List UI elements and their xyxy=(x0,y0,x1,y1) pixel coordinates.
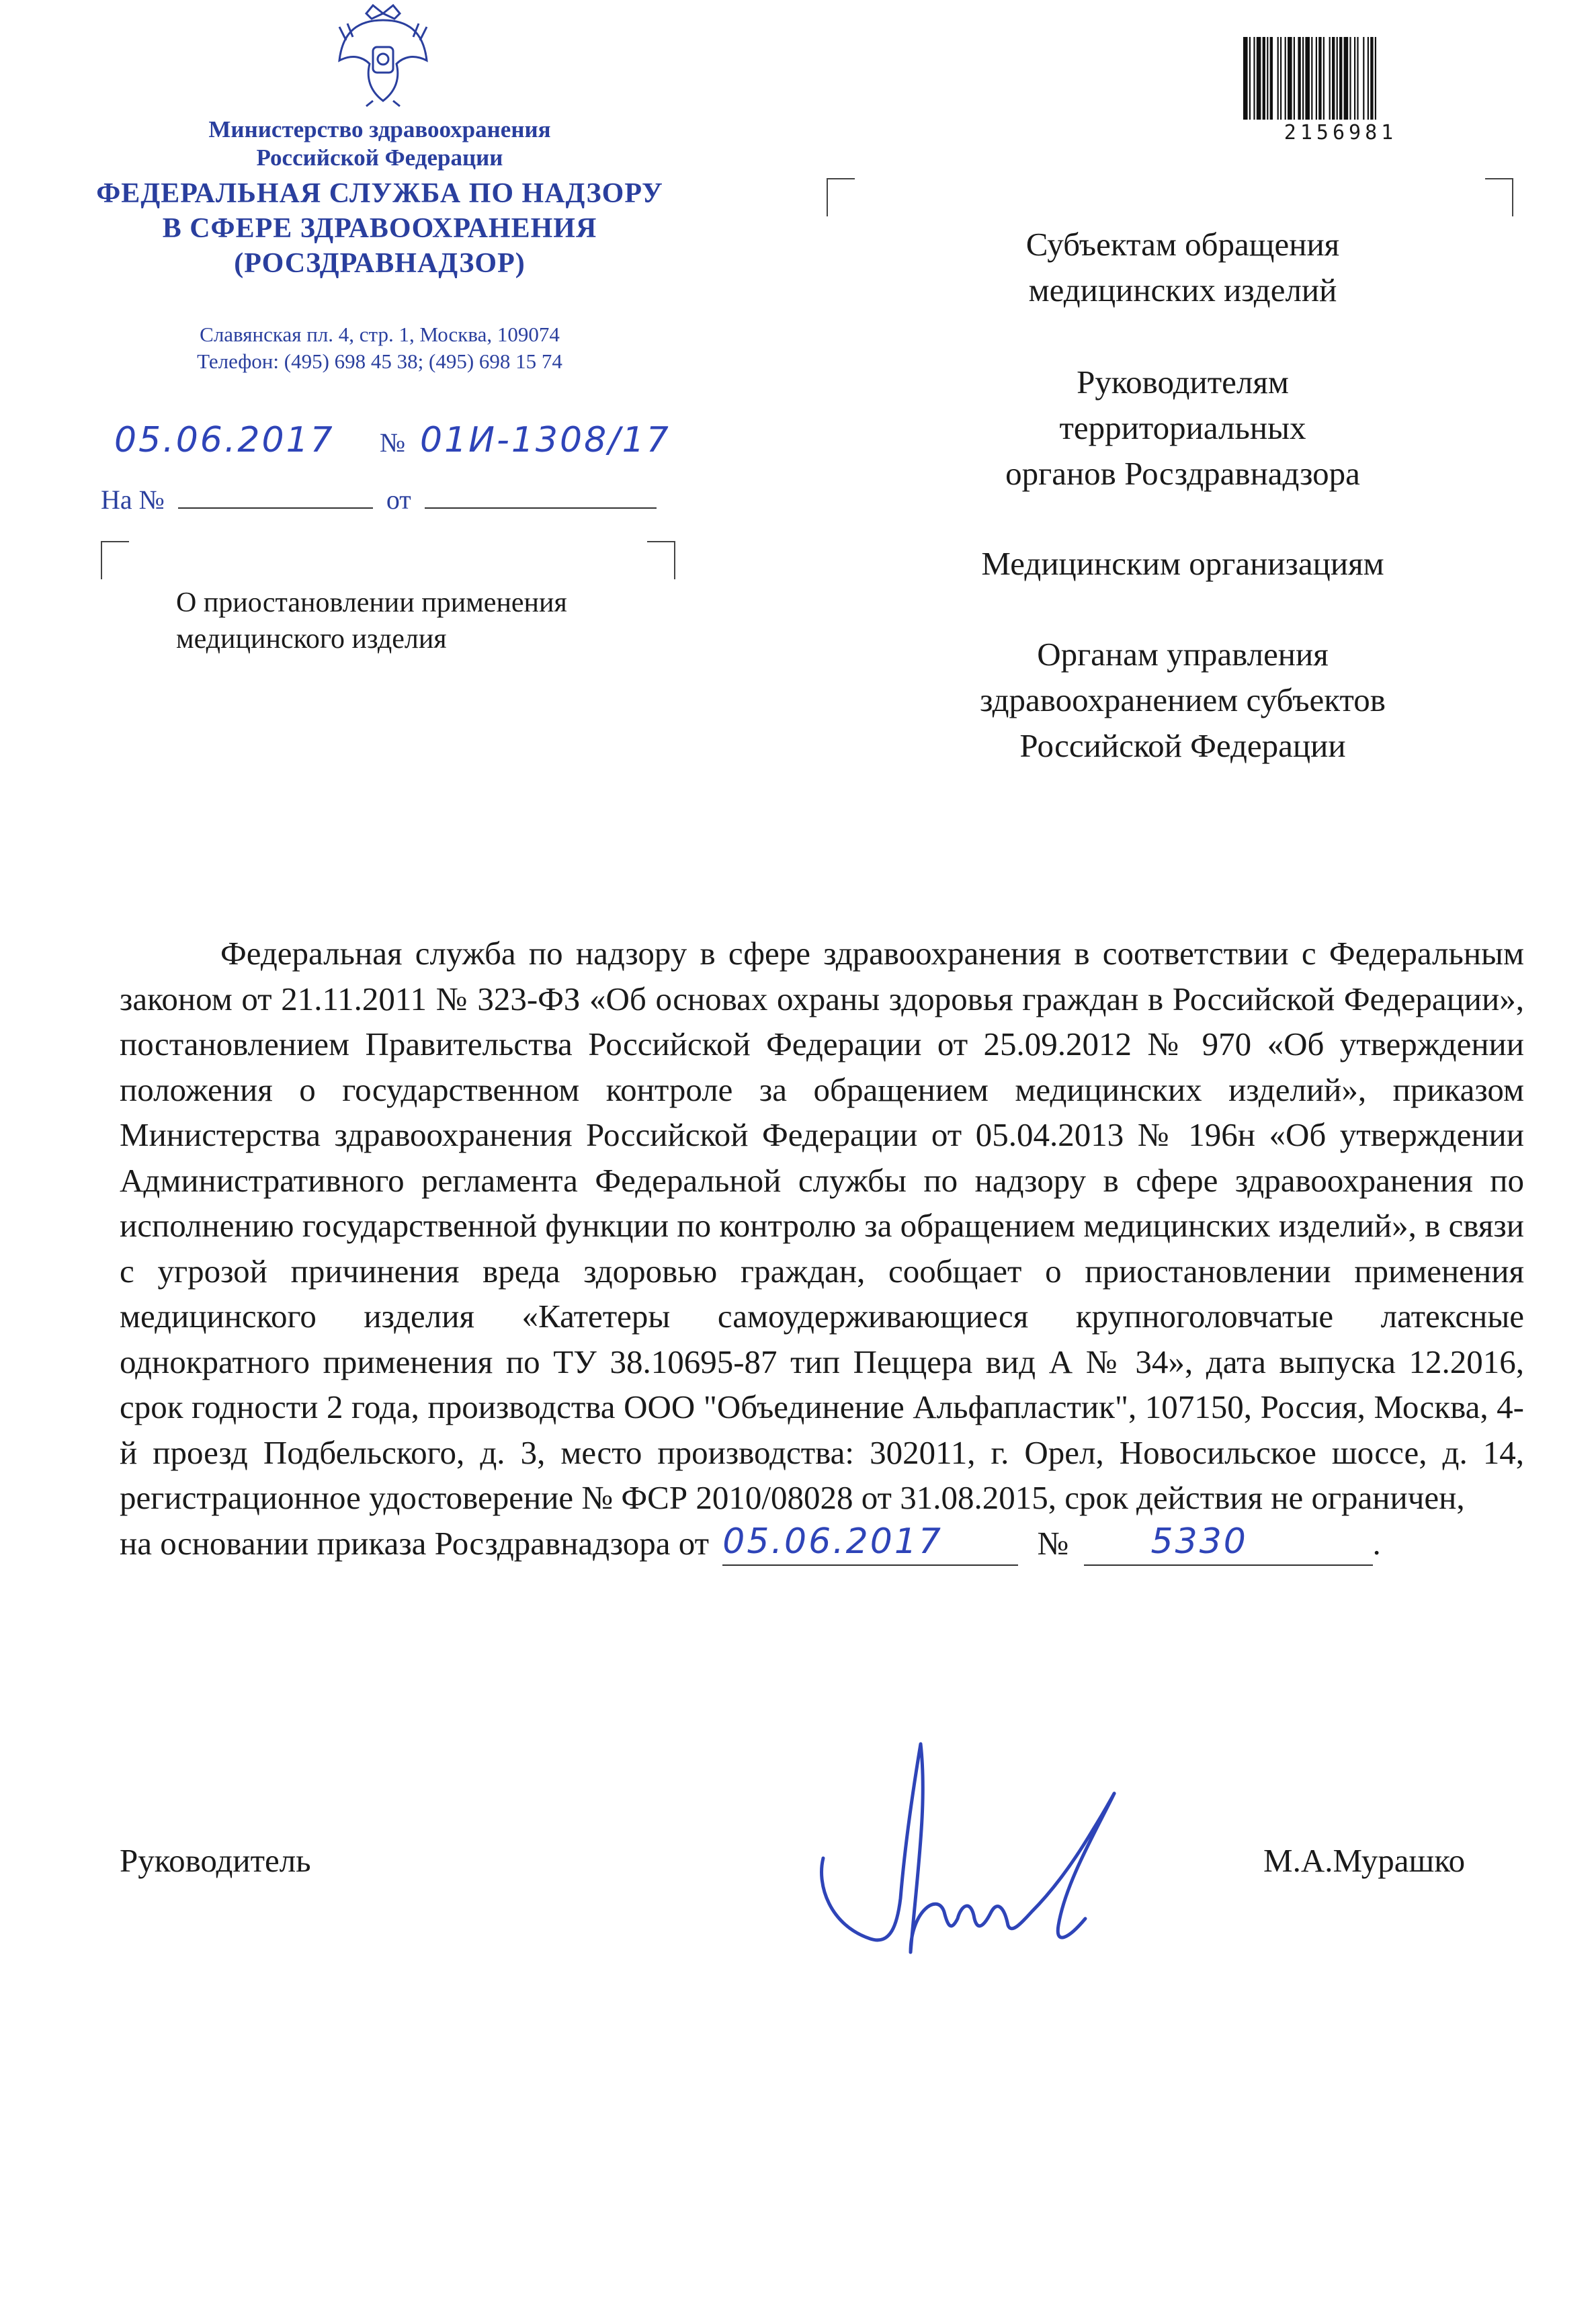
barcode-bar xyxy=(1285,37,1286,120)
barcode xyxy=(1240,37,1441,120)
barcode-bar xyxy=(1277,37,1279,120)
subject xyxy=(176,585,714,657)
service-line2: В СФЕРЕ ЗДРАВООХРАНЕНИЯ xyxy=(162,213,597,244)
addressee-line: территориальных xyxy=(1059,409,1306,446)
addressee-line: Российской Федерации xyxy=(1019,727,1346,764)
addressee-group-4 xyxy=(887,632,1478,769)
reply-to-line xyxy=(101,484,706,515)
barcode-bar xyxy=(1332,37,1335,120)
barcode-bar xyxy=(1337,37,1338,120)
addressee-group-3 xyxy=(887,541,1478,587)
order-number: 5330 xyxy=(1150,1521,1248,1562)
reply-from-label: от xyxy=(386,485,411,515)
service-name xyxy=(87,176,672,281)
addressee-corner-left xyxy=(827,178,855,216)
signer-position: Руководитель xyxy=(120,1842,311,1879)
order-reference-prefix: на основании приказа Росздравнадзора от xyxy=(120,1524,710,1562)
barcode-bar xyxy=(1294,37,1295,120)
ministry-name xyxy=(87,116,672,172)
order-reference-line xyxy=(120,1521,1524,1566)
barcode-bar xyxy=(1323,37,1325,120)
addressee-corner-right xyxy=(1485,178,1513,216)
service-line3: (РОСЗДРАВНАДЗОР) xyxy=(234,248,526,279)
addressee-group-1 xyxy=(887,222,1478,313)
order-date: 05.06.2017 xyxy=(722,1521,943,1562)
addressee-line: медицинских изделий xyxy=(1028,271,1337,308)
barcode-bar xyxy=(1305,37,1310,120)
ministry-line1: Министерство здравоохранения xyxy=(208,116,551,142)
barcode-bar xyxy=(1243,37,1248,120)
subject-corner-left xyxy=(101,541,129,579)
addressee-line: Субъектам обращения xyxy=(1025,226,1340,263)
order-date-field xyxy=(722,1521,1018,1566)
barcode-bar xyxy=(1298,37,1300,120)
addressee-line: органов Росздравнадзора xyxy=(1005,455,1360,492)
reply-to-number-blank xyxy=(178,487,373,509)
letter-body xyxy=(120,931,1524,1566)
registration-number-sign: № xyxy=(380,427,406,458)
order-period: . xyxy=(1372,1524,1381,1562)
barcode-bar xyxy=(1349,37,1351,120)
postal-address: Славянская пл. 4, стр. 1, Москва, 109074 xyxy=(200,323,560,346)
addressee-line: Органам управления xyxy=(1037,636,1329,673)
registration-number: 01И-1308/17 xyxy=(420,420,671,460)
handwritten-signature-icon xyxy=(810,1724,1159,1972)
phone-numbers: Телефон: (495) 698 45 38; (495) 698 15 74 xyxy=(197,349,562,373)
reply-from-date-blank xyxy=(425,487,657,509)
order-number-field xyxy=(1084,1521,1373,1566)
barcode-bar xyxy=(1329,37,1331,120)
barcode-bar xyxy=(1375,37,1376,120)
barcode-bar xyxy=(1263,37,1265,120)
barcode-bar xyxy=(1311,37,1312,120)
barcode-bar xyxy=(1302,37,1304,120)
barcode-bar xyxy=(1270,37,1273,120)
barcode-bar xyxy=(1267,37,1268,120)
barcode-bar xyxy=(1357,37,1358,120)
barcode-bar xyxy=(1249,37,1251,120)
barcode-bar xyxy=(1370,37,1373,120)
barcode-bar xyxy=(1280,37,1282,120)
subject-line2: медицинского изделия xyxy=(176,624,447,655)
barcode-bar xyxy=(1316,37,1317,120)
order-number-sign: № xyxy=(1037,1524,1069,1562)
coat-of-arms-icon xyxy=(333,0,433,108)
body-paragraph: Федеральная служба по надзору в сфере здравоохранения в соответствии с Федеральным законом от 21.11.2011 № 323-ФЗ «Об основах охраны здоровья граждан в Российской Федерации», постановлением Правительства Российской Федерации от 25.09.2012 № 970 «Об утверждении положения о государственном контроле за обращением медицинских изделий», приказом Министерства здравоохранения Российской Федерации от 05.04.2013 № 196н «Об утверждении Административного регламента Федеральной службы по надзору в сфере здравоохранения по исполнению государственной функции по контролю за обращением медицинских изделий», в связи с угрозой причинения вреда здоровью граждан, сообщает о приостановлении применения медицинского изделия «Катетеры самоудерживающиеся крупноголовчатые латексные однократного применения по ТУ 38.10695-87 тип Пеццера вид А № 34», дата выпуска 12.2016, срок годности 2 года, производства ООО "Объединение Альфапластик", 107150, Россия, Москва, 4-й проезд Подбельского, д. 3, место производства: 302011, г. Орел, Новосильское шоссе, д. 14, регистрационное удостоверение № ФСР 2010/08028 от 31.08.2015, срок действия не ограничен, xyxy=(120,935,1524,1516)
addressee-line: Медицинским организациям xyxy=(981,545,1384,582)
barcode-bar xyxy=(1368,37,1369,120)
barcode-number: 2156981 xyxy=(1284,121,1398,144)
service-line1: ФЕДЕРАЛЬНАЯ СЛУЖБА ПО НАДЗОРУ xyxy=(96,178,663,209)
subject-line1: О приостановлении применения xyxy=(176,587,567,618)
ministry-line2: Российской Федерации xyxy=(256,144,503,171)
barcode-bar xyxy=(1288,37,1292,120)
registration-date: 05.06.2017 xyxy=(114,420,335,460)
reply-to-label: На № xyxy=(101,485,165,515)
barcode-bar xyxy=(1354,37,1355,120)
addressee-group-2 xyxy=(887,360,1478,497)
contact-block xyxy=(87,321,672,375)
barcode-bar xyxy=(1253,37,1255,120)
addressee-line: Руководителям xyxy=(1077,364,1289,401)
signer-name: М.А.Мурашко xyxy=(1263,1842,1466,1879)
barcode-bar xyxy=(1339,37,1342,120)
barcode-bar xyxy=(1363,37,1364,120)
barcode-bar xyxy=(1257,37,1261,120)
addressee-line: здравоохранением субъектов xyxy=(980,681,1386,718)
barcode-bar xyxy=(1344,37,1349,120)
registration-line xyxy=(101,420,739,474)
subject-corner-right xyxy=(647,541,675,579)
barcode-bar xyxy=(1318,37,1321,120)
